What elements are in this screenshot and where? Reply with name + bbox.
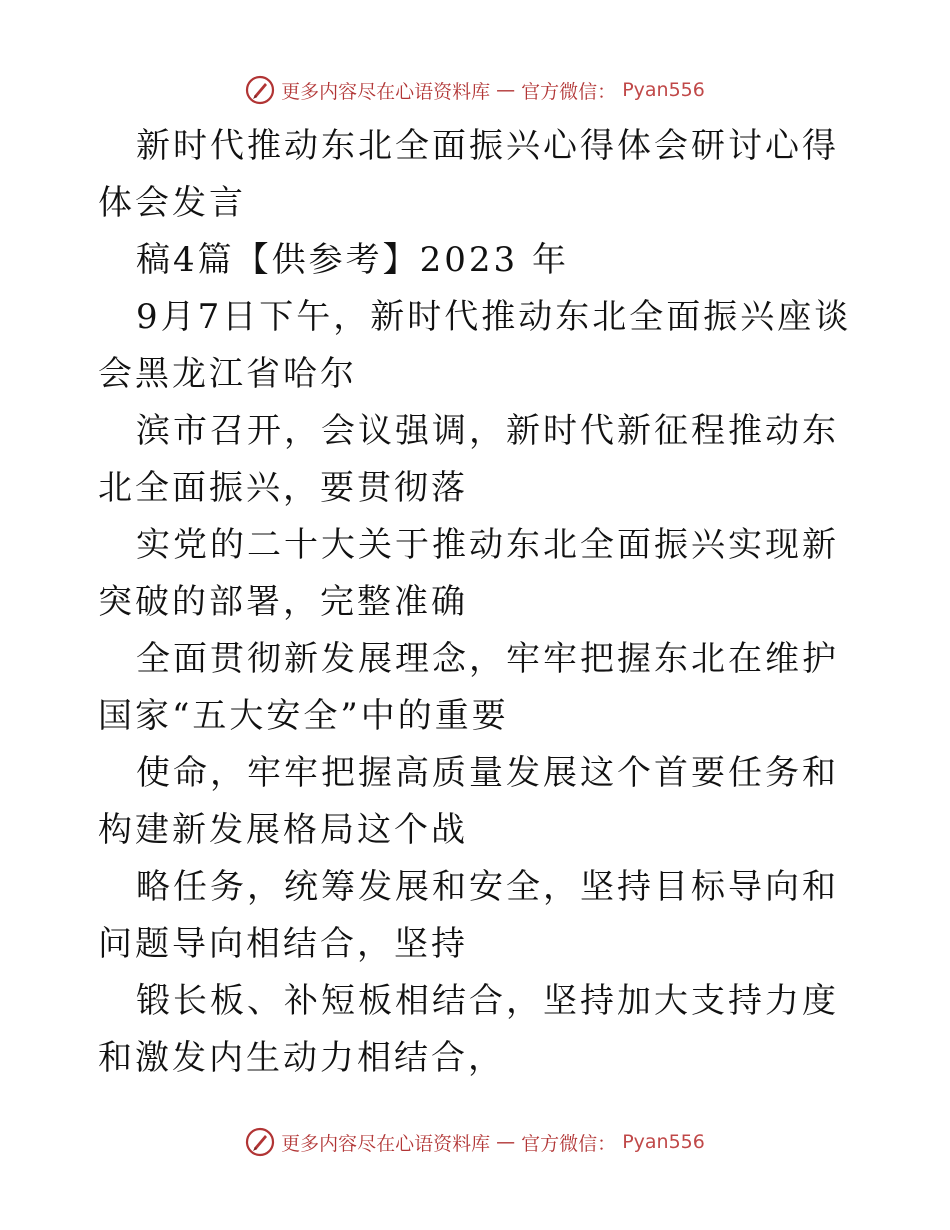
paragraph-7: 使命，牢牢把握高质量发展这个首要任务和构建新发展格局这个战 <box>98 753 839 850</box>
header-watermark <box>0 70 950 110</box>
paragraph-3: 9月7日下午，新时代推动东北全面振兴座谈会黑龙江省哈尔 <box>98 297 852 394</box>
paragraph-2: 稿4篇【供参考】2023 年 <box>136 240 569 280</box>
paragraph-4: 滨市召开，会议强调，新时代新征程推动东北全面振兴，要贯彻落 <box>98 411 839 508</box>
footer-watermark <box>0 1122 950 1162</box>
watermark-contact-label: 官方微信： <box>521 1132 617 1155</box>
watermark-brand-text: 更多内容尽在心语资料库 <box>281 80 491 103</box>
watermark-separator: — <box>496 1131 516 1153</box>
watermark-contact-id: Pyan556 <box>622 1131 705 1153</box>
paragraph-1: 新时代推动东北全面振兴心得体会研讨心得体会发言 <box>98 126 839 223</box>
paragraph-5: 实党的二十大关于推动东北全面振兴实现新突破的部署，完整准确 <box>98 525 839 622</box>
paragraph-6: 全面贯彻新发展理念，牢牢把握东北在维护国家“五大安全”中的重要 <box>98 639 839 736</box>
watermark-brand-text: 更多内容尽在心语资料库 <box>281 1132 491 1155</box>
watermark-contact-label: 官方微信： <box>521 80 617 103</box>
quill-pen-icon <box>245 1127 275 1157</box>
document-body <box>98 118 858 1087</box>
watermark-contact-id: Pyan556 <box>622 79 705 101</box>
quill-pen-icon <box>245 75 275 105</box>
paragraph-8: 略任务，统筹发展和安全，坚持目标导向和问题导向相结合，坚持 <box>98 867 839 964</box>
paragraph-9: 锻长板、补短板相结合，坚持加大支持力度和激发内生动力相结合， <box>98 981 839 1078</box>
watermark-separator: — <box>496 79 516 101</box>
